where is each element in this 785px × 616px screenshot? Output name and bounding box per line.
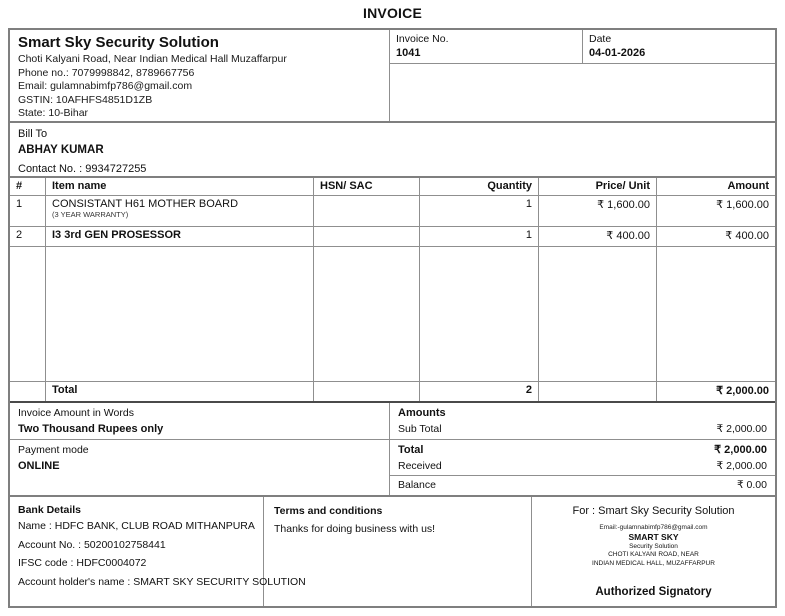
col-header-hsn: HSN/ SAC bbox=[314, 178, 420, 196]
total-row-hsn-cell bbox=[314, 382, 420, 401]
bill-to-contact: Contact No. : 9934727255 bbox=[18, 163, 147, 175]
summary-right-column bbox=[390, 403, 775, 496]
total-row-index-cell bbox=[10, 382, 46, 401]
sub-total-row bbox=[398, 422, 767, 438]
total-row-price-cell bbox=[539, 382, 657, 401]
bank-account-number: Account No. : 50200102758441 bbox=[18, 538, 166, 551]
stamp-subtitle: Security Solution bbox=[629, 543, 678, 550]
summary-left-column bbox=[10, 403, 390, 496]
summary-section bbox=[10, 403, 775, 495]
item-row-index: 1 bbox=[10, 196, 46, 227]
grand-total-value: ₹ 2,000.00 bbox=[714, 444, 767, 456]
item-row-quantity: 1 bbox=[420, 227, 539, 247]
stamp-email: Email:-gulamnabimfp786@gmail.com bbox=[599, 524, 708, 531]
bill-to-label: Bill To bbox=[18, 128, 48, 140]
company-phone: Phone no.: 7079998842, 8789667756 bbox=[18, 66, 195, 79]
invoice-date-label: Date bbox=[589, 33, 612, 45]
bank-details-cell bbox=[10, 497, 306, 606]
signature-for-line: For : Smart Sky Security Solution bbox=[572, 505, 735, 517]
item-row-price: ₹ 1,600.00 bbox=[539, 196, 657, 227]
item-row-hsn bbox=[314, 196, 420, 227]
invoice-number-cell bbox=[390, 30, 583, 64]
item-row-index: 2 bbox=[10, 227, 46, 247]
header-section bbox=[10, 30, 775, 121]
item-row-name bbox=[46, 196, 314, 227]
item-name: CONSISTANT H61 MOTHER BOARD bbox=[52, 198, 239, 210]
received-label: Received bbox=[398, 459, 442, 472]
company-address: Choti Kalyani Road, Near Indian Medical Hall Muzaffarpur bbox=[18, 53, 287, 65]
payment-mode-cell bbox=[10, 440, 389, 496]
item-row-amount: ₹ 400.00 bbox=[657, 227, 775, 247]
invoice-date-cell bbox=[583, 30, 775, 64]
col-header-quantity: Quantity bbox=[420, 178, 539, 196]
item-row-amount: ₹ 1,600.00 bbox=[657, 196, 775, 227]
item-note: (3 YEAR WARRANTY) bbox=[52, 210, 129, 219]
terms-title: Terms and conditions bbox=[274, 505, 383, 517]
invoice-date-value: 04-01-2026 bbox=[589, 47, 646, 59]
amounts-header-row bbox=[398, 406, 767, 422]
company-info bbox=[10, 30, 390, 121]
filler-cell bbox=[539, 247, 657, 382]
item-row-hsn bbox=[314, 227, 420, 247]
balance-cell bbox=[390, 476, 775, 496]
balance-row bbox=[398, 478, 767, 494]
signature-cell bbox=[532, 497, 775, 606]
item-row-price: ₹ 400.00 bbox=[539, 227, 657, 247]
header-empty-cell bbox=[390, 64, 775, 121]
bill-to-section bbox=[10, 121, 775, 176]
filler-cell bbox=[657, 247, 775, 382]
item-row-name: I3 3rd GEN PROSESSOR bbox=[46, 227, 314, 247]
page-title: INVOICE bbox=[363, 5, 422, 21]
invoice-body bbox=[8, 28, 777, 608]
filler-cell bbox=[46, 247, 314, 382]
bank-name: Name : HDFC BANK, CLUB ROAD MITHANPURA bbox=[18, 520, 255, 532]
total-row-label: Total bbox=[46, 382, 314, 401]
footer-section bbox=[10, 495, 775, 606]
amount-in-words-value: Two Thousand Rupees only bbox=[18, 423, 164, 435]
payment-mode-value: ONLINE bbox=[18, 460, 60, 472]
payment-mode-label: Payment mode bbox=[18, 444, 89, 456]
invoice-number-value: 1041 bbox=[396, 47, 421, 59]
sub-total-label: Sub Total bbox=[398, 422, 442, 435]
sub-total-value: ₹ 2,000.00 bbox=[716, 422, 767, 435]
item-row-quantity: 1 bbox=[420, 196, 539, 227]
company-gstin: GSTIN: 10AFHFS4851D1ZB bbox=[18, 93, 153, 106]
filler-cell bbox=[420, 247, 539, 382]
invoice-number-label: Invoice No. bbox=[396, 33, 449, 45]
stamp-address-line2: INDIAN MEDICAL HALL, MUZAFFARPUR bbox=[592, 559, 715, 567]
authorized-signatory-label: Authorized Signatory bbox=[595, 586, 712, 598]
grand-total-label: Total bbox=[398, 444, 424, 456]
terms-cell bbox=[264, 497, 532, 606]
filler-cell bbox=[314, 247, 420, 382]
grand-total-row bbox=[398, 443, 767, 459]
total-received-cell bbox=[390, 440, 775, 476]
bill-to-name: ABHAY KUMAR bbox=[18, 144, 104, 156]
company-email: Email: gulamnabimfp786@gmail.com bbox=[18, 80, 193, 93]
amount-in-words-label: Invoice Amount in Words bbox=[18, 407, 134, 419]
col-header-index: # bbox=[10, 178, 46, 196]
received-value: ₹ 2,000.00 bbox=[716, 459, 767, 472]
balance-value: ₹ 0.00 bbox=[736, 479, 767, 491]
bank-account-holder: Account holder's name : SMART SKY SECURITY SOLUTION bbox=[18, 575, 306, 588]
balance-label: Balance bbox=[398, 479, 436, 491]
items-table bbox=[10, 176, 775, 403]
amount-in-words-cell bbox=[10, 403, 389, 440]
stamp-company-name: SMART SKY bbox=[628, 532, 679, 542]
total-row-amount: ₹ 2,000.00 bbox=[716, 385, 769, 397]
bank-details-title: Bank Details bbox=[18, 504, 82, 516]
company-stamp bbox=[592, 523, 715, 568]
terms-text: Thanks for doing business with us! bbox=[274, 523, 436, 535]
col-header-amount: Amount bbox=[657, 178, 775, 196]
bank-ifsc-code: IFSC code : HDFC0004072 bbox=[18, 557, 147, 569]
filler-cell bbox=[10, 247, 46, 382]
company-name: Smart Sky Security Solution bbox=[18, 34, 219, 51]
col-header-price: Price/ Unit bbox=[539, 178, 657, 196]
stamp-address-line1: CHOTI KALYANI ROAD, NEAR bbox=[608, 551, 699, 558]
total-row-quantity: 2 bbox=[420, 382, 539, 401]
received-row bbox=[398, 459, 767, 475]
company-state: State: 10-Bihar bbox=[18, 107, 89, 120]
col-header-item-name: Item name bbox=[46, 178, 314, 196]
amounts-cell bbox=[390, 403, 775, 440]
amounts-label: Amounts bbox=[398, 407, 446, 419]
